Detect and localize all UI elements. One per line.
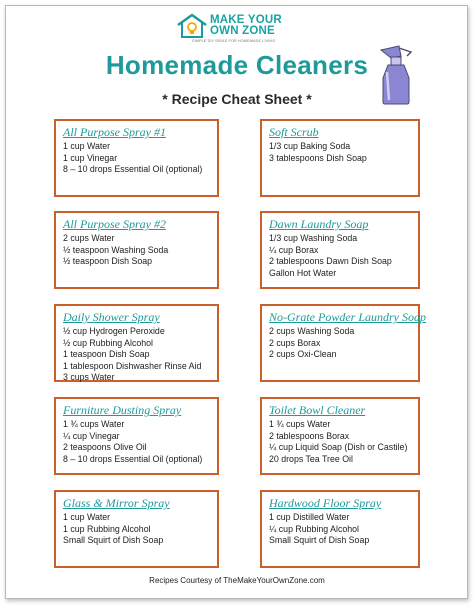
recipe-card [260, 211, 420, 289]
recipe-ingredient: Small Squirt of Dish Soap [269, 535, 370, 546]
recipe-card [54, 490, 219, 568]
recipe-ingredient: ¼ cup Vinegar [63, 430, 120, 441]
recipe-ingredient: 1 cup Rubbing Alcohol [63, 523, 151, 534]
recipe-ingredient: ½ cup Rubbing Alcohol [63, 337, 153, 348]
recipe-card [260, 304, 426, 382]
recipe-ingredient: 2 tablespoons Dawn Dish Soap [269, 256, 392, 267]
logo [176, 13, 296, 49]
recipe-ingredient: 1 ¾ cups Water [269, 419, 331, 429]
recipe-ingredient: 1/3 cup Baking Soda [269, 141, 351, 151]
recipe-ingredient: 3 tablespoons Dish Soap [269, 152, 367, 163]
recipe-ingredient: 2 cups Borax [269, 337, 321, 348]
recipe-ingredient: 2 cups Water [63, 233, 115, 243]
recipe-ingredient: 1/3 cup Washing Soda [269, 233, 358, 243]
recipe-card [260, 490, 420, 568]
page-title: Homemade Cleaners [105, 50, 369, 80]
recipe-ingredient: 2 teaspoons Olive Oil [63, 442, 147, 453]
recipe-ingredient: 3 cups Water [63, 372, 115, 383]
recipe-ingredient: 20 drops Tea Tree Oil [269, 453, 353, 464]
logo-line-2: OWN ZONE [210, 25, 275, 37]
recipe-card [54, 211, 219, 289]
spray-bottle-icon [377, 44, 419, 106]
recipe-ingredient: 8 – 10 drops Essential Oil (optional) [63, 453, 203, 464]
recipe-ingredient: 1 ¾ cups Water [63, 419, 125, 429]
recipe-ingredient: 1 teaspoon Dish Soap [63, 349, 150, 360]
recipe-ingredient: 2 tablespoons Borax [269, 430, 350, 441]
recipe-ingredient: 2 cups Washing Soda [269, 326, 355, 336]
recipe-title: All Purpose Spray #2 [63, 217, 166, 231]
footer-credit: Recipes Courtesy of TheMakeYourOwnZone.com [149, 576, 325, 585]
recipe-title: No-Grate Powder Laundry Soap [269, 310, 426, 324]
recipe-ingredient: 2 cups Oxi-Clean [269, 349, 337, 360]
logo-brand [210, 15, 282, 37]
recipe-ingredient: 1 tablespoon Dishwasher Rinse Aid [63, 360, 202, 371]
recipe-card [260, 397, 420, 475]
recipe-title: Glass & Mirror Spray [63, 496, 170, 510]
recipe-ingredient: 1 cup Water [63, 512, 111, 522]
recipe-ingredient: ½ teaspoon Washing Soda [63, 244, 169, 255]
recipe-ingredient: 1 cup Distilled Water [269, 512, 350, 522]
recipe-title: Toilet Bowl Cleaner [269, 403, 366, 417]
recipe-title: Furniture Dusting Spray [63, 403, 182, 417]
recipe-ingredient: ¼ cup Rubbing Alcohol [269, 523, 359, 534]
recipe-card [54, 119, 219, 197]
recipe-ingredient: ¼ cup Borax [269, 244, 319, 255]
recipe-ingredient: ½ cup Hydrogen Peroxide [63, 326, 165, 336]
recipe-ingredient: Gallon Hot Water [269, 267, 337, 278]
recipe-ingredient: 8 – 10 drops Essential Oil (optional) [63, 164, 203, 175]
recipe-card [54, 304, 219, 382]
recipe-title: Hardwood Floor Spray [269, 496, 382, 510]
recipe-ingredient: ½ teaspoon Dish Soap [63, 256, 153, 267]
recipe-title: Soft Scrub [269, 125, 319, 139]
recipe-ingredient: ¼ cup Liquid Soap (Dish or Castile) [269, 442, 408, 453]
recipe-card [260, 119, 420, 197]
recipe-title: Dawn Laundry Soap [269, 217, 369, 231]
recipe-title: All Purpose Spray #1 [63, 125, 166, 139]
logo-line-1: MAKE YOUR [210, 14, 282, 26]
recipe-title: Daily Shower Spray [63, 310, 160, 324]
page-subtitle: * Recipe Cheat Sheet * [162, 91, 312, 107]
recipe-ingredient: 1 cup Water [63, 141, 111, 151]
logo-tagline: SIMPLE DIY IDEAS FOR HOMEMADE LIVING [192, 39, 276, 43]
recipe-card [54, 397, 219, 475]
house-bulb-icon [176, 13, 208, 39]
recipe-ingredient: Small Squirt of Dish Soap [63, 535, 164, 546]
recipe-ingredient: 1 cup Vinegar [63, 152, 118, 163]
